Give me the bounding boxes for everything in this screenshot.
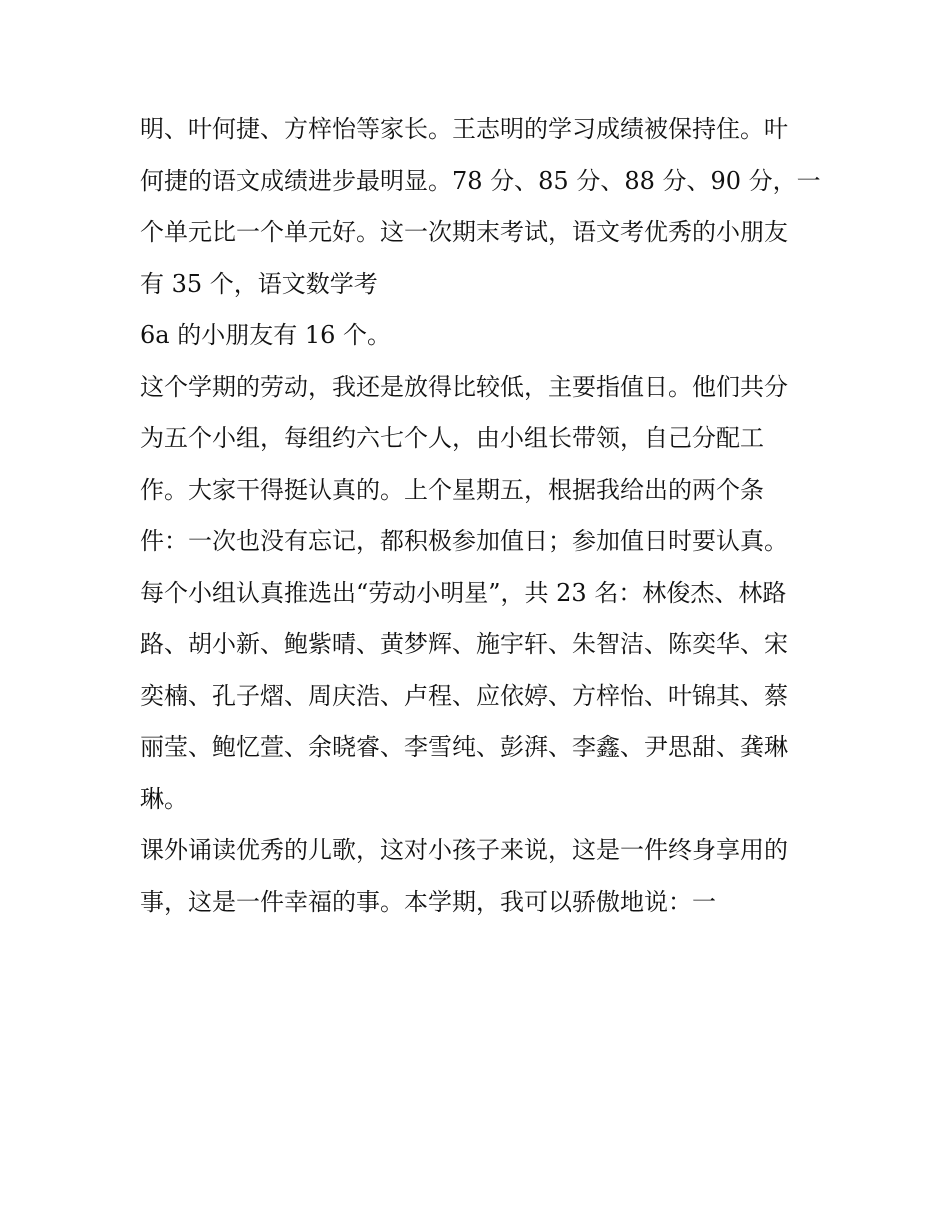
text-line: 这个学期的劳动，我还是放得比较低，主要指值日。他们共分 <box>140 372 788 401</box>
text-line: 明、叶何捷、方梓怡等家长。王志明的学习成绩被保持住。叶 <box>140 115 788 143</box>
text-line: 6a 的小朋友有 16 个。 <box>140 321 392 349</box>
text-line: 每个小组认真推选出“劳动小明星”，共 23 名：林俊杰、林路 <box>140 578 787 607</box>
text-line: 作。大家干得挺认真的。上个星期五，根据我给出的两个条 <box>140 475 764 504</box>
text-line: 件：一次也没有忘记，都积极参加值日；参加值日时要认真。 <box>140 527 788 555</box>
text-line: 个单元比一个单元好。这一次期末考试，语文考优秀的小朋友 <box>140 218 788 246</box>
text-line: 琳。 <box>140 784 188 813</box>
text-line: 为五个小组，每组约六七个人，由小组长带领，自己分配工 <box>140 424 764 452</box>
text-line: 何捷的语文成绩进步最明显。78 分、85 分、88 分、90 分，一 <box>140 166 821 195</box>
text-line: 有 35 个，语文数学考 <box>140 269 378 298</box>
text-line: 事，这是一件幸福的事。本学期，我可以骄傲地说：一 <box>140 887 716 916</box>
text-line: 路、胡小新、鲍紫晴、黄梦辉、施宇轩、朱智洁、陈奕华、宋 <box>140 630 788 658</box>
text-line: 丽莹、鲍忆萱、余晓睿、李雪纯、彭湃、李鑫、尹思甜、龚琳 <box>140 733 788 761</box>
text-line: 课外诵读优秀的儿歌，这对小孩子来说，这是一件终身享用的 <box>140 836 788 864</box>
document-text <box>140 104 820 928</box>
text-line: 奕楠、孔子熠、周庆浩、卢程、应依婷、方梓怡、叶锦其、蔡 <box>140 681 788 710</box>
